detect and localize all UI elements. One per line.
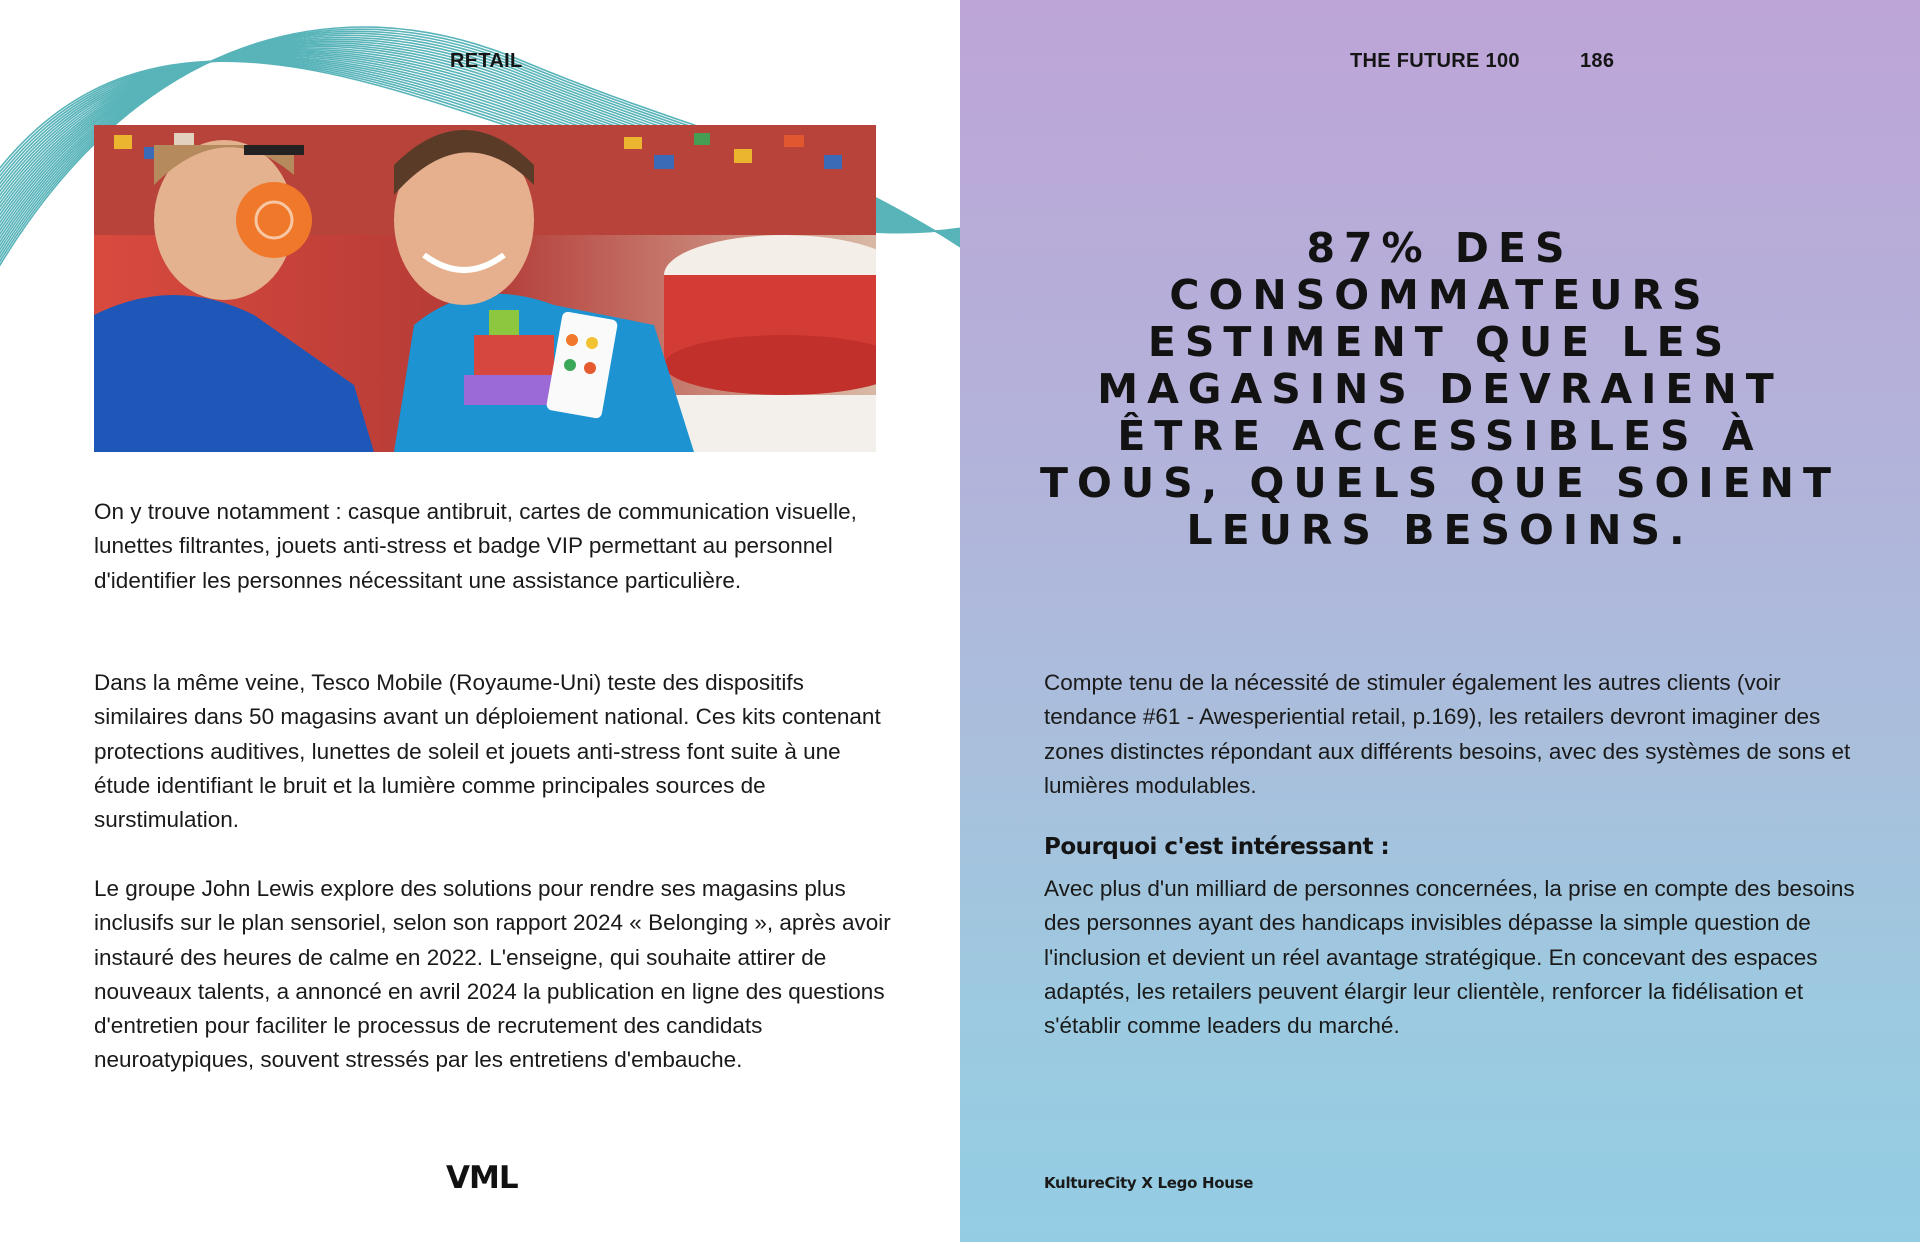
- page-number: 186: [1580, 50, 1615, 72]
- paragraph-3: Le groupe John Lewis explore des solutions pour rendre ses magasins plus inclusifs sur le plan sensoriel, selon son rapport 2024 « Belonging », après avoir instauré des heures de calme en 2022. L'enseigne, qui souhaite attirer de nouveaux talents, a annoncé en avril 2024 la publication en ligne des questions d'entretien pour faciliter le processus de recrutement des candidats neuroatypiques, souvent stressés par les entretiens d'embauche.: [94, 876, 891, 1073]
- publication-title: THE FUTURE 100: [1350, 50, 1520, 72]
- paragraph-2: Dans la même veine, Tesco Mobile (Royaume-Uni) teste des dispositifs similaires dans 50 magasins avant un déploiement national. Ces kits contenant protections auditives, lunettes de soleil et jouets anti-stress font suite à une étude identifiant le bruit et la lumière comme principales sources de surstimulation.: [94, 670, 881, 833]
- why-interesting-text: Avec plus d'un milliard de personnes concernées, la prise en compte des besoins des personnes ayant des handicaps invisibles dépasse la simple question de l'inclusion et devient un réel avantage stratégique. En concevant des espaces adaptés, les retailers peuvent élargir leur clientèle, renforcer la fidélisation et s'établir comme leaders du marché.: [1044, 876, 1855, 1039]
- vml-logo: VML: [446, 1160, 518, 1196]
- photo-man-child-lego-icon: [94, 125, 876, 452]
- why-interesting-title: Pourquoi c'est intéressant :: [1044, 834, 1390, 860]
- photo-caption: KultureCity X Lego House: [1044, 1174, 1254, 1192]
- right-paragraph: Compte tenu de la nécessité de stimuler également les autres clients (voir tendance #61 - Awesperiential retail, p.169), les retailers devront imaginer des zones distinctes répondant aux différents besoins, avec des systèmes de sons et lumières modulables.: [1044, 670, 1851, 798]
- paragraph-1: On y trouve notamment : casque antibruit, cartes de communication visuelle, lunettes filtrantes, jouets anti-stress et badge VIP permettant au personnel d'identifier les personnes nécessitant une assistance particulière.: [94, 499, 857, 593]
- right-page: [960, 0, 1920, 1242]
- section-label: RETAIL: [450, 50, 523, 72]
- headline-quote: 87% DES CONSOMMATEURS ESTIMENT QUE LES MAGASINS DEVRAIENT ÊTRE ACCESSIBLES À TOUS, QUELS QUE SOIENT LEURS BESOINS.: [1040, 224, 1840, 554]
